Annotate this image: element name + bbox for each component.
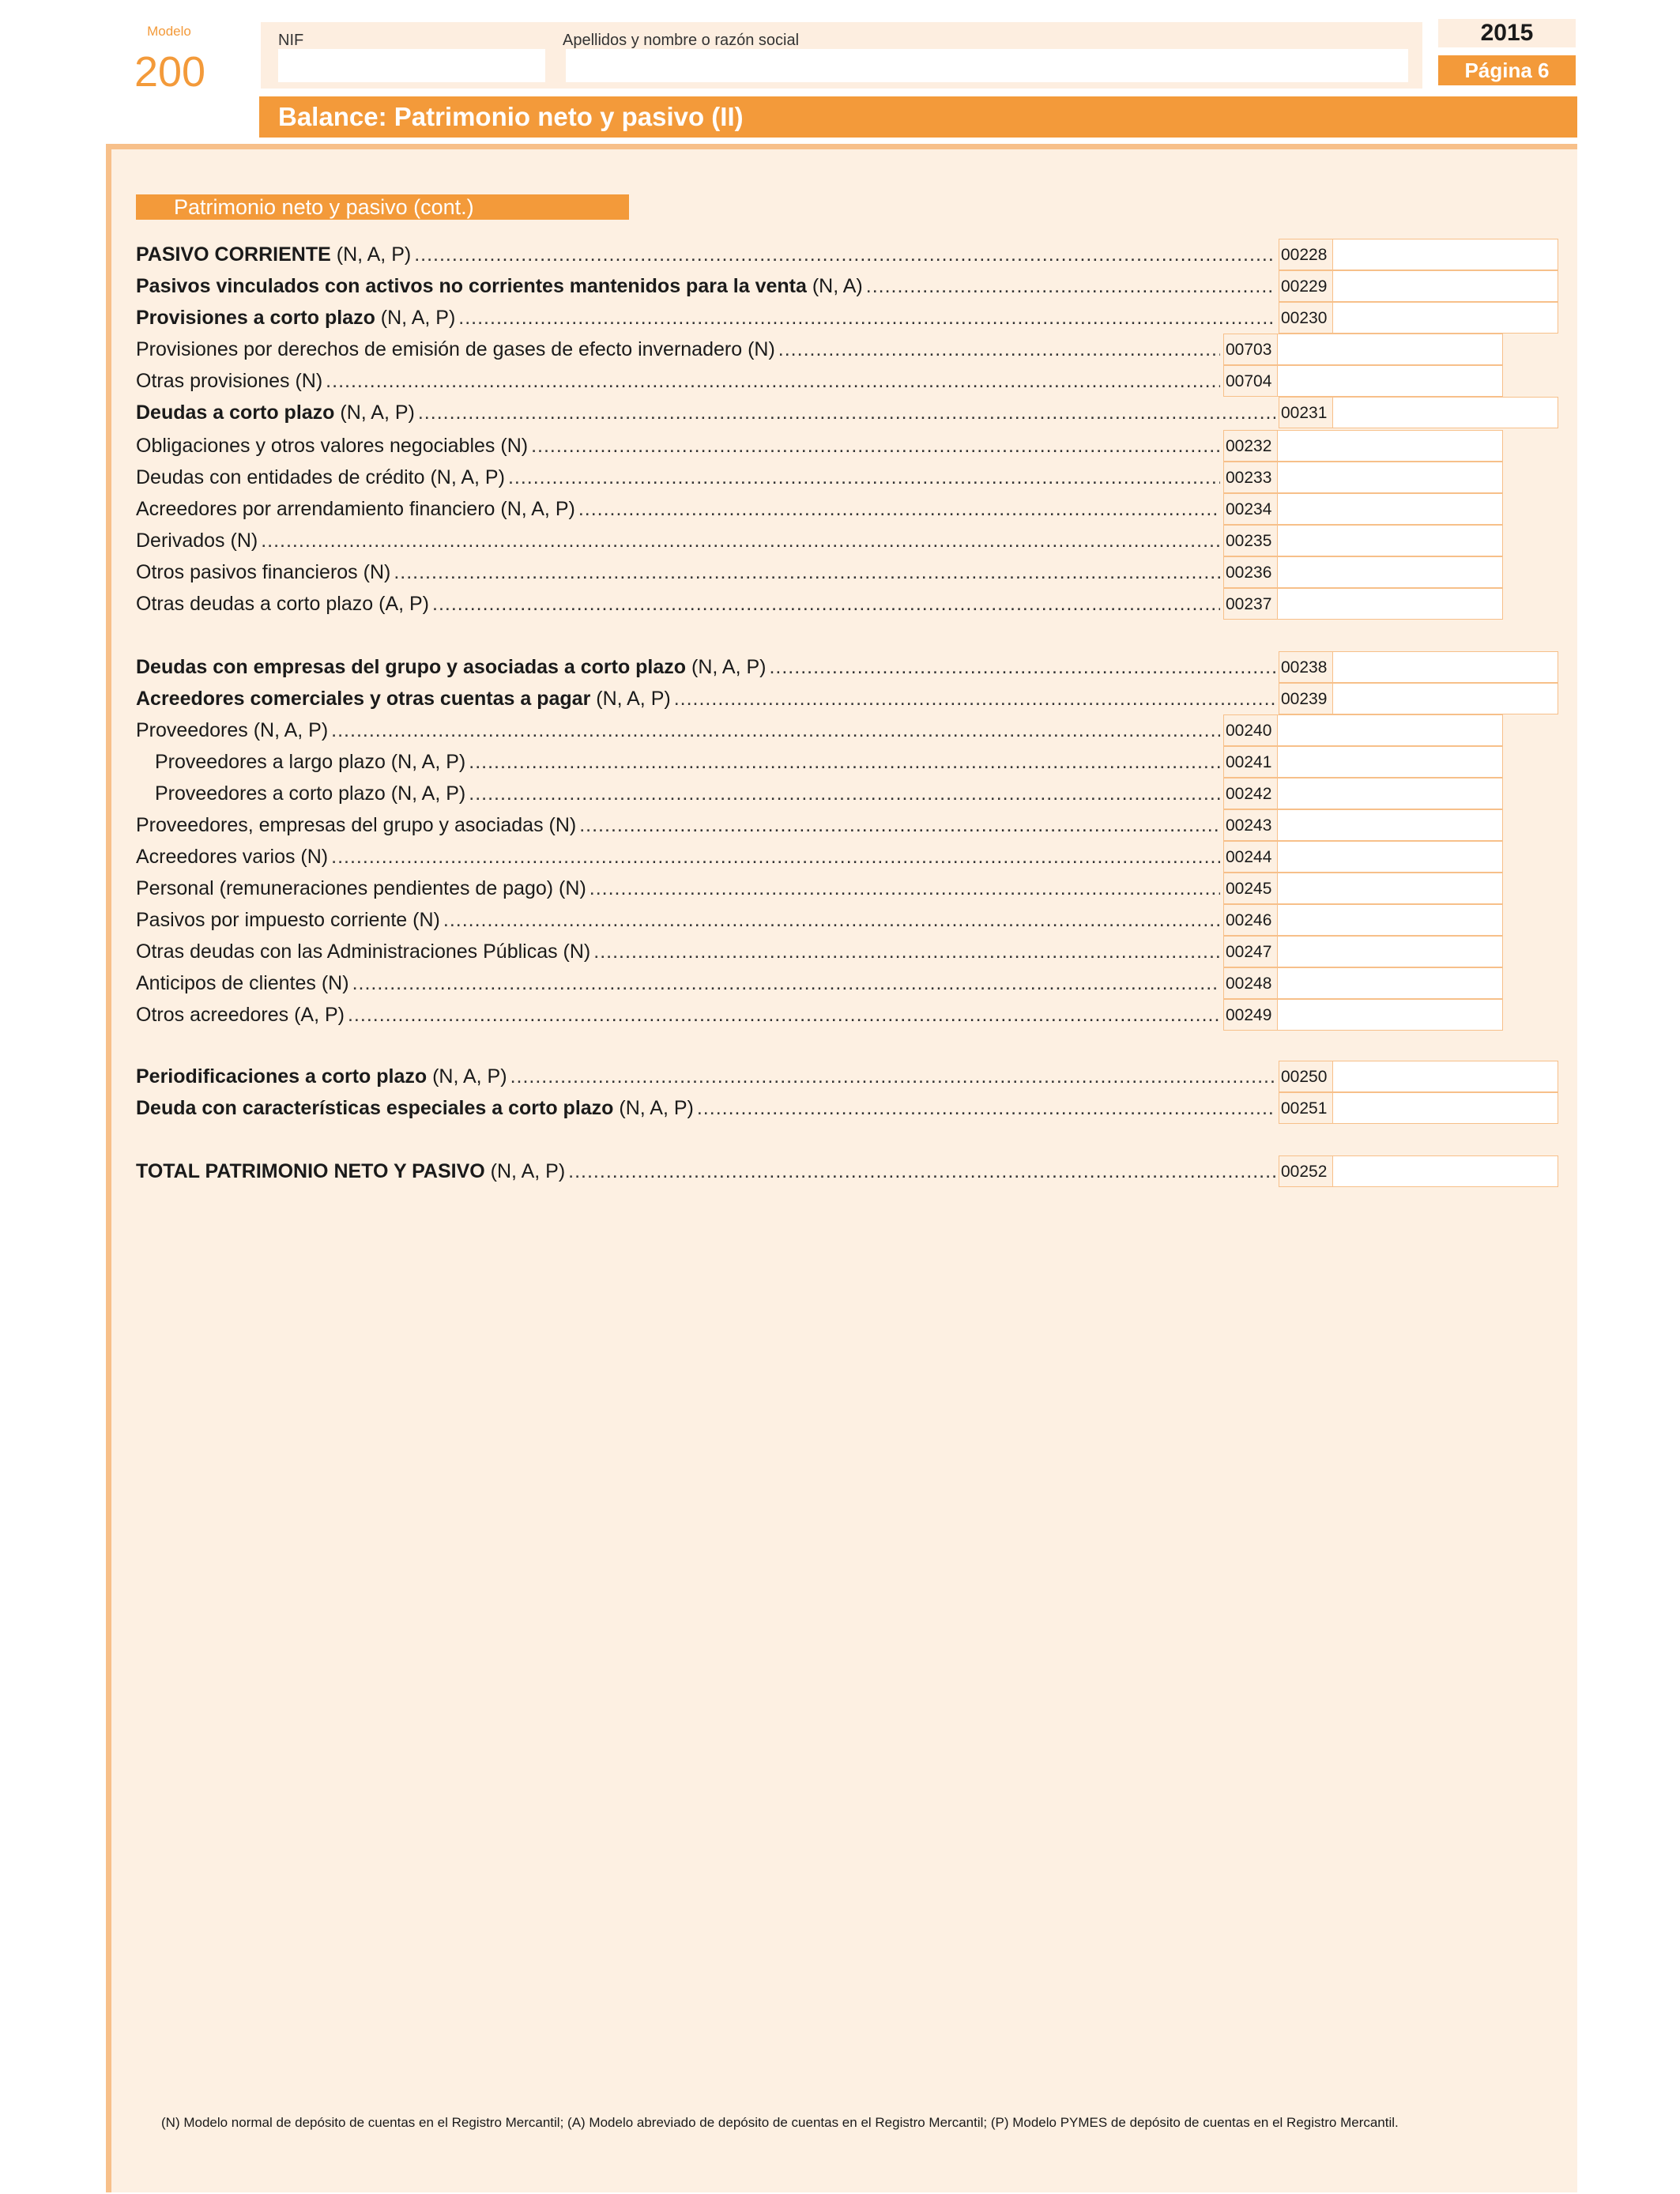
row-label: Proveedores, empresas del grupo y asociadas (N) [136, 813, 577, 836]
section-header: Patrimonio neto y pasivo (cont.) [136, 194, 629, 220]
modelo-number: 200 [134, 48, 206, 96]
value-field[interactable] [1277, 967, 1503, 999]
form-row [136, 841, 1503, 873]
leader-dots [866, 275, 1275, 298]
value-field[interactable] [1277, 365, 1503, 397]
row-label: Provisiones a corto plazo (N, A, P) [136, 306, 456, 329]
box-code: 00240 [1223, 714, 1277, 746]
value-field[interactable] [1277, 714, 1503, 746]
row-label: Acreedores comerciales y otras cuentas a pagar (N, A, P) [136, 687, 671, 710]
identification-box [261, 22, 1422, 89]
box-code: 00229 [1279, 270, 1332, 302]
form-row [136, 270, 1558, 302]
form-row [136, 556, 1503, 588]
row-label: TOTAL PATRIMONIO NETO Y PASIVO (N, A, P) [136, 1159, 566, 1182]
form-row [136, 904, 1503, 936]
row-label: Proveedores (N, A, P) [136, 718, 329, 741]
box-code: 00244 [1223, 841, 1277, 873]
nif-label: NIF [278, 32, 304, 49]
leader-dots [508, 466, 1220, 489]
row-label: Deuda con características especiales a corto plazo (N, A, P) [136, 1096, 694, 1119]
box-code: 00251 [1279, 1092, 1332, 1124]
form-row [136, 588, 1503, 620]
value-field[interactable] [1332, 239, 1558, 270]
box-code: 00232 [1223, 430, 1277, 462]
leader-dots [352, 972, 1220, 995]
box-code: 00238 [1279, 651, 1332, 683]
year-badge: 2015 [1438, 19, 1576, 47]
box-code: 00248 [1223, 967, 1277, 999]
form-row [136, 651, 1558, 683]
leader-dots [469, 751, 1220, 774]
form-row [136, 397, 1558, 428]
value-field[interactable] [1332, 651, 1558, 683]
page-title: Balance: Patrimonio neto y pasivo (II) [259, 96, 1577, 138]
row-label: Acreedores por arrendamiento financiero (N, A, P) [136, 497, 575, 520]
row-label: PASIVO CORRIENTE (N, A, P) [136, 243, 412, 266]
form-row [136, 809, 1503, 841]
name-field[interactable] [566, 49, 1408, 82]
form-row [136, 365, 1503, 397]
value-field[interactable] [1277, 999, 1503, 1031]
leader-dots [331, 719, 1220, 742]
leader-dots [778, 338, 1220, 361]
leader-dots [348, 1004, 1220, 1027]
row-label: Otras deudas con las Administraciones Públicas (N) [136, 940, 591, 963]
box-code: 00239 [1279, 683, 1332, 714]
value-field[interactable] [1332, 397, 1558, 428]
row-label: Deudas con entidades de crédito (N, A, P) [136, 466, 505, 488]
value-field[interactable] [1277, 936, 1503, 967]
value-field[interactable] [1277, 430, 1503, 462]
value-field[interactable] [1277, 904, 1503, 936]
box-code: 00236 [1223, 556, 1277, 588]
box-code: 00228 [1279, 239, 1332, 270]
form-row [136, 936, 1503, 967]
box-code: 00703 [1223, 334, 1277, 365]
leader-dots [531, 435, 1220, 458]
box-code: 00247 [1223, 936, 1277, 967]
row-label: Pasivos vinculados con activos no corrientes mantenidos para la venta (N, A) [136, 274, 863, 297]
box-code: 00235 [1223, 525, 1277, 556]
row-label: Personal (remuneraciones pendientes de pago) (N) [136, 876, 586, 899]
value-field[interactable] [1277, 334, 1503, 365]
form-row [136, 462, 1503, 493]
leader-dots [568, 1160, 1275, 1183]
leader-dots [443, 909, 1220, 932]
leader-dots [261, 530, 1220, 552]
leader-dots [432, 593, 1220, 616]
leader-dots [326, 370, 1220, 393]
box-code: 00246 [1223, 904, 1277, 936]
value-field[interactable] [1277, 525, 1503, 556]
row-label: Proveedores a corto plazo (N, A, P) [155, 782, 466, 805]
value-field[interactable] [1332, 302, 1558, 334]
box-code: 00252 [1279, 1155, 1332, 1187]
box-code: 00237 [1223, 588, 1277, 620]
box-code: 00233 [1223, 462, 1277, 493]
value-field[interactable] [1277, 778, 1503, 809]
leader-dots [418, 401, 1275, 424]
value-field[interactable] [1277, 809, 1503, 841]
value-field[interactable] [1332, 270, 1558, 302]
leader-dots [458, 307, 1275, 330]
value-field[interactable] [1332, 1092, 1558, 1124]
leader-dots [578, 498, 1220, 521]
box-code: 00231 [1279, 397, 1332, 428]
leader-dots [469, 782, 1220, 805]
name-label: Apellidos y nombre o razón social [563, 32, 800, 49]
form-row [136, 1061, 1558, 1092]
modelo-label: Modelo [147, 24, 191, 39]
row-label: Acreedores varios (N) [136, 845, 329, 868]
value-field[interactable] [1332, 1061, 1558, 1092]
leader-dots [769, 656, 1275, 679]
leader-dots [510, 1065, 1275, 1088]
leader-dots [590, 877, 1220, 900]
row-label: Obligaciones y otros valores negociables (N) [136, 434, 529, 457]
value-field[interactable] [1277, 873, 1503, 904]
form-row [136, 714, 1503, 746]
form-row [136, 302, 1558, 334]
form-row [136, 493, 1503, 525]
form-row [136, 239, 1558, 270]
form-row [136, 1155, 1558, 1187]
form-row [136, 430, 1503, 462]
value-field[interactable] [1332, 1155, 1558, 1187]
footnote: (N) Modelo normal de depósito de cuentas en el Registro Mercantil; (A) Modelo abreviado de depósito de cuentas en el Registro Mercantil; (P) Modelo PYMES de depósito de cuentas en el Registro Mercantil. [161, 2115, 1399, 2130]
row-label: Provisiones por derechos de emisión de gases de efecto invernadero (N) [136, 337, 775, 360]
box-code: 00250 [1279, 1061, 1332, 1092]
leader-dots [674, 688, 1275, 711]
value-field[interactable] [1277, 588, 1503, 620]
form-row [136, 525, 1503, 556]
box-code: 00245 [1223, 873, 1277, 904]
form-row [136, 746, 1503, 778]
row-label: Periodificaciones a corto plazo (N, A, P) [136, 1065, 507, 1088]
row-label: Derivados (N) [136, 529, 258, 552]
value-field[interactable] [1277, 493, 1503, 525]
form-row [136, 334, 1503, 365]
box-code: 00230 [1279, 302, 1332, 334]
leader-dots [414, 243, 1275, 266]
page-badge: Página 6 [1438, 55, 1576, 85]
value-field[interactable] [1332, 683, 1558, 714]
row-label: Otras deudas a corto plazo (A, P) [136, 592, 430, 615]
leader-dots [697, 1097, 1275, 1120]
form-row [136, 1092, 1558, 1124]
nif-field[interactable] [278, 49, 545, 82]
box-code: 00704 [1223, 365, 1277, 397]
row-label: Deudas con empresas del grupo y asociadas a corto plazo (N, A, P) [136, 655, 767, 678]
value-field[interactable] [1277, 841, 1503, 873]
form-row [136, 778, 1503, 809]
form-row [136, 683, 1558, 714]
form-row [136, 873, 1503, 904]
box-code: 00249 [1223, 999, 1277, 1031]
row-label: Otras provisiones (N) [136, 369, 323, 392]
leader-dots [331, 846, 1220, 869]
box-code: 00242 [1223, 778, 1277, 809]
row-label: Anticipos de clientes (N) [136, 971, 349, 994]
row-label: Deudas a corto plazo (N, A, P) [136, 401, 415, 424]
box-code: 00234 [1223, 493, 1277, 525]
row-label: Pasivos por impuesto corriente (N) [136, 908, 440, 931]
row-label: Otros acreedores (A, P) [136, 1003, 345, 1026]
box-code: 00241 [1223, 746, 1277, 778]
value-field[interactable] [1277, 746, 1503, 778]
value-field[interactable] [1277, 462, 1503, 493]
form-row [136, 999, 1503, 1031]
row-label: Otros pasivos financieros (N) [136, 560, 391, 583]
value-field[interactable] [1277, 556, 1503, 588]
box-code: 00243 [1223, 809, 1277, 841]
row-label: Proveedores a largo plazo (N, A, P) [155, 750, 466, 773]
form-row [136, 967, 1503, 999]
leader-dots [579, 814, 1220, 837]
leader-dots [593, 941, 1220, 963]
leader-dots [394, 561, 1220, 584]
